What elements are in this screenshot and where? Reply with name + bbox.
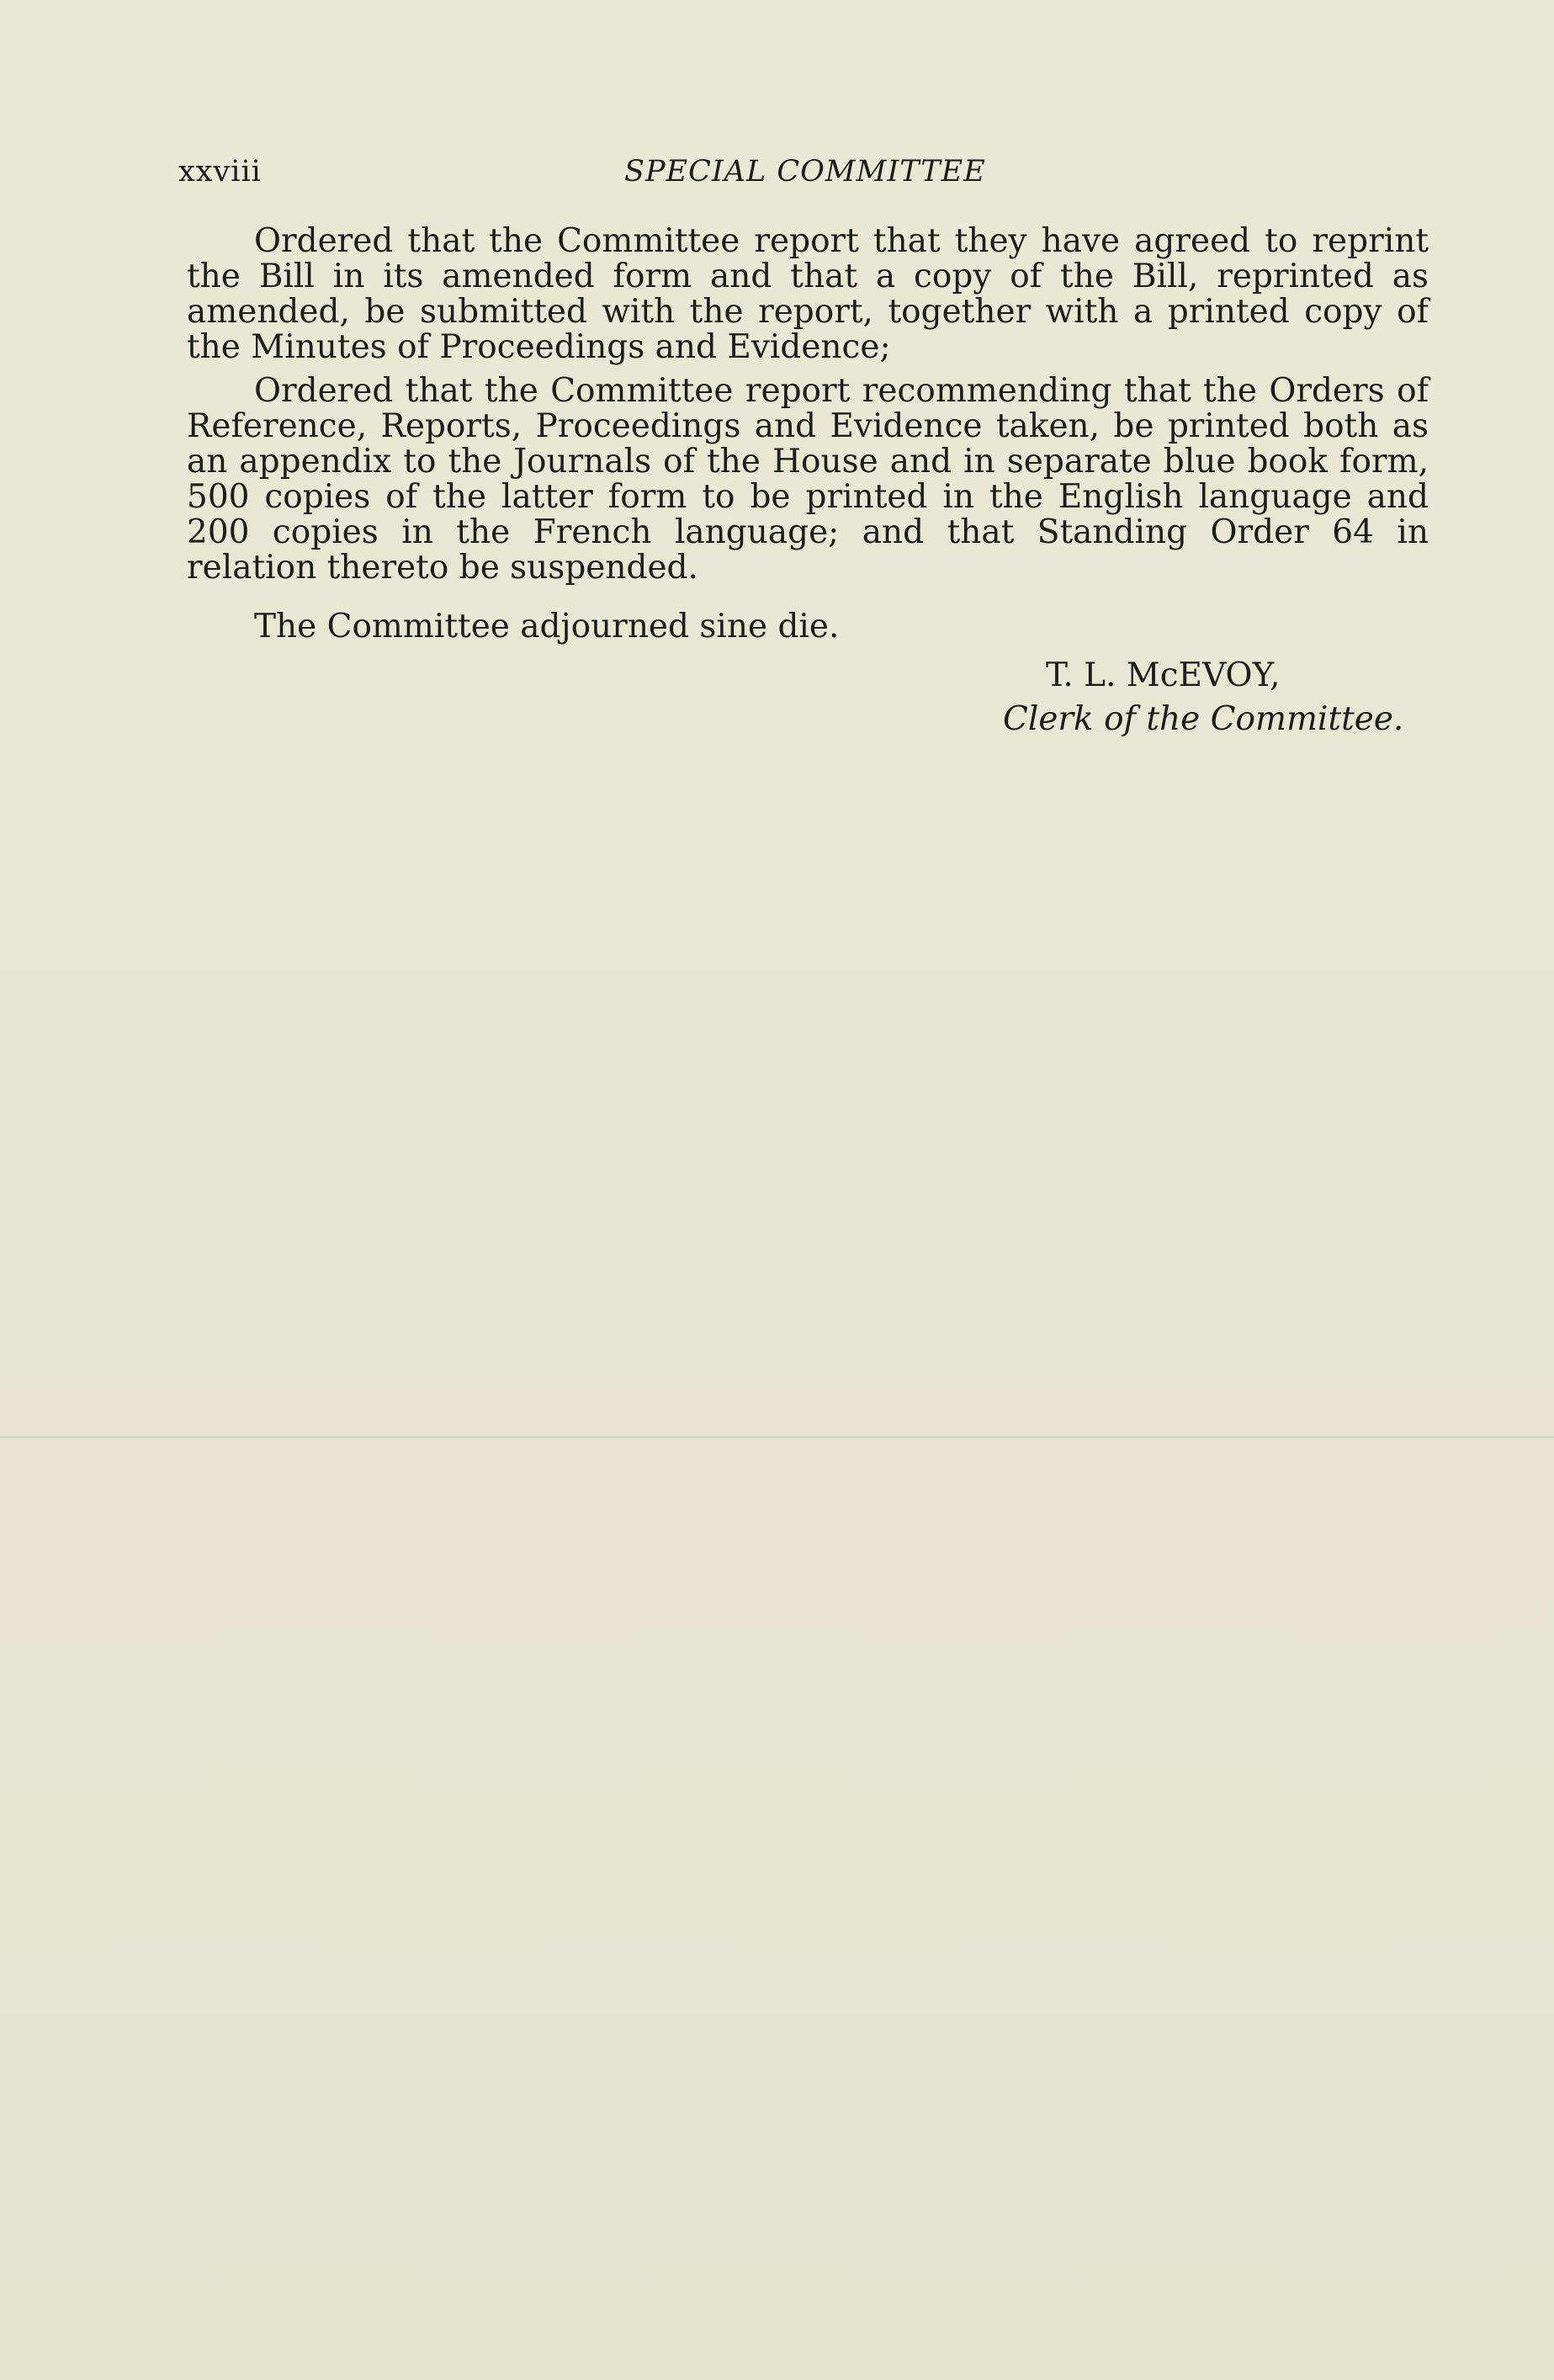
paragraph-printing-order: Ordered that the Committee report recommending that the Orders of Reference, Reports, Proceedings and Evidence taken, be printed both as an appendix to the Journals of the House and in separate blue book form, 500 copies of the latter form to be printed in the English language and 200 copies in the French language; and that Standing Order 64 in relation thereto be suspended. xyxy=(187,372,1429,587)
running-title: SPECIAL COMMITTEE xyxy=(624,155,986,189)
page-fold-line xyxy=(0,1436,1554,1438)
body-text xyxy=(187,224,1429,653)
paragraph-reprint-order: Ordered that the Committee report that they have agreed to reprint the Bill in its amended form and that a copy of the Bill, reprinted as amended, be submitted with the report, together with a printed copy of the Minutes of Proceedings and Evidence; xyxy=(187,222,1429,366)
clerk-name: T. L. McEVOY, xyxy=(1046,656,1281,694)
page-number: xxviii xyxy=(178,155,262,189)
signature-block xyxy=(0,655,1554,756)
clerk-title: Clerk of the Committee. xyxy=(1003,700,1404,738)
page-header xyxy=(0,155,1554,197)
paragraph-adjournment: The Committee adjourned sine die. xyxy=(254,608,840,645)
